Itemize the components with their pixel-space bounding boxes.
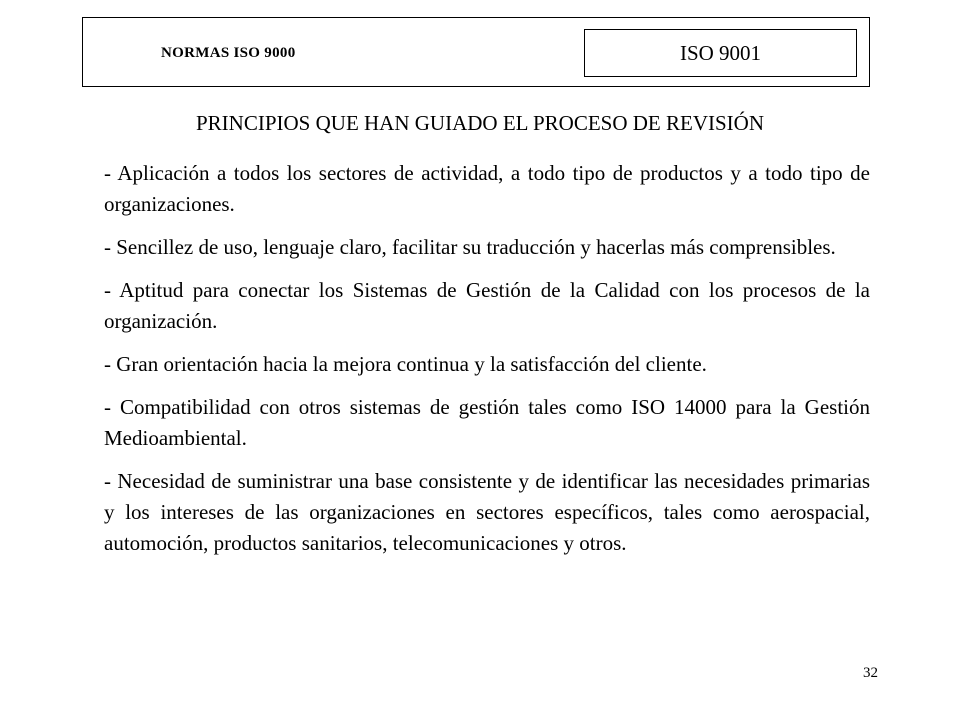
principle-item: - Aptitud para conectar los Sistemas de Gestión de la Calidad con los procesos de la organización. <box>104 278 870 333</box>
header-norms-label: NORMAS ISO 9000 <box>161 45 296 61</box>
principles-list <box>104 158 870 571</box>
principle-item: - Sencillez de uso, lenguaje claro, facilitar su traducción y hacerlas más comprensibles. <box>104 235 836 259</box>
header-box <box>82 17 870 87</box>
principle-item: - Compatibilidad con otros sistemas de gestión tales como ISO 14000 para la Gestión Medioambiental. <box>104 395 870 450</box>
header-iso-label: ISO 9001 <box>679 40 762 65</box>
principle-item: - Aplicación a todos los sectores de actividad, a todo tipo de productos y a todo tipo de organizaciones. <box>104 161 870 216</box>
page-number: 32 <box>863 665 878 681</box>
principle-item: - Necesidad de suministrar una base consistente y de identificar las necesidades primarias y los intereses de las organizaciones en sectores específicos, tales como aerospacial, automoción, productos sanitarios, telecomunicaciones y otros. <box>104 469 870 555</box>
page-title: PRINCIPIOS QUE HAN GUIADO EL PROCESO DE REVISIÓN <box>196 111 764 135</box>
header-iso-label-box <box>584 29 857 77</box>
principle-item: - Gran orientación hacia la mejora continua y la satisfacción del cliente. <box>104 352 707 376</box>
